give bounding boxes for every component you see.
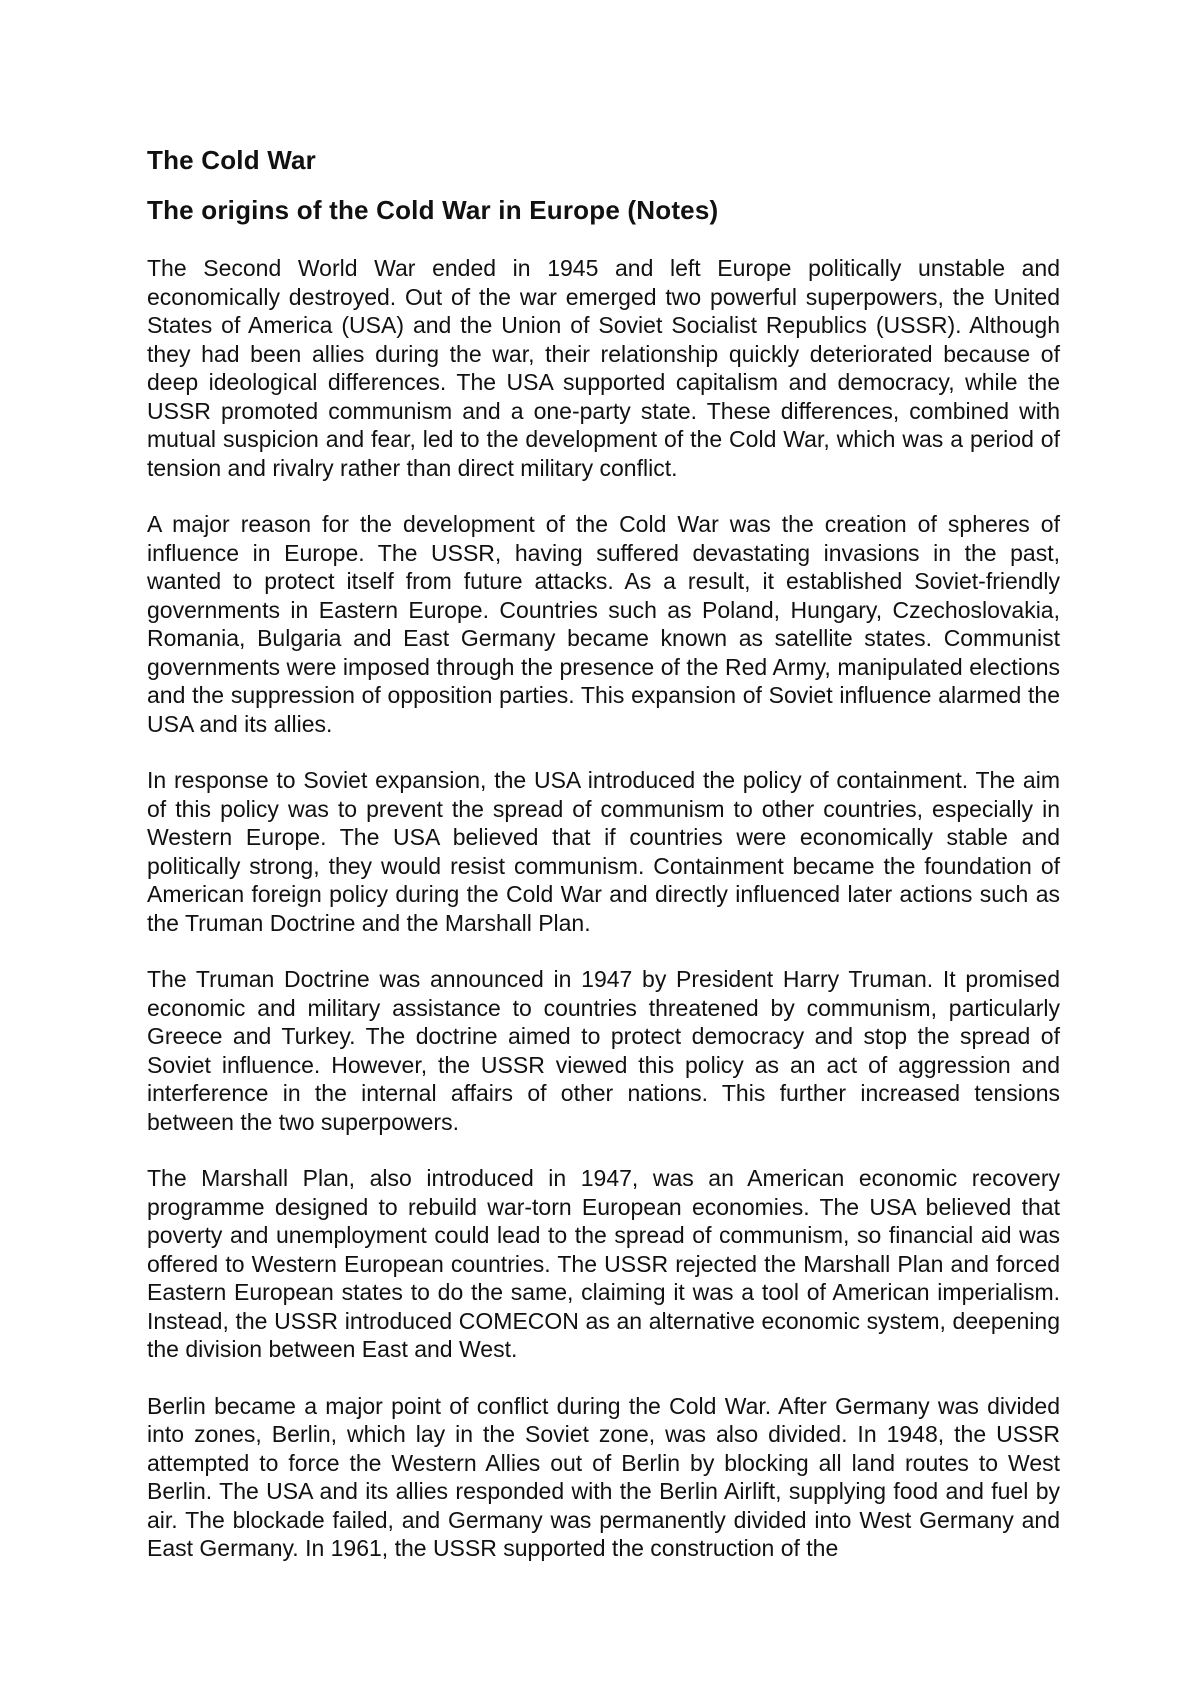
paragraph-truman-doctrine: The Truman Doctrine was announced in 1947 by President Harry Truman. It promised economic and military assistance to countries threatened by communism, particularly Greece and Turkey. The doctrine aimed to protect democracy and stop the spread of Soviet influence. However, the USSR viewed this policy as an act of aggression and interference in the internal affairs of other nations. This further increased tensions between the two superpowers. (147, 966, 1060, 1135)
paragraph-berlin: Berlin became a major point of conflict during the Cold War. After Germany was divided into zones, Berlin, which lay in the Soviet zone, was also divided. In 1948, the USSR attempted to force the Western Allies out of Berlin by blocking all land routes to West Berlin. The USA and its allies responded with the Berlin Airlift, supplying food and fuel by air. The blockade failed, and Germany was permanently divided into West Germany and East Germany. In 1961, the USSR supported the construction of the (147, 1392, 1060, 1561)
document-title: The Cold War (147, 145, 316, 175)
paragraph-ww2-aftermath: The Second World War ended in 1945 and left Europe politically unstable and economically destroyed. Out of the war emerged two powerful superpowers, the United States of America (USA) and the Union of Soviet Socialist Republics (USSR). Although they had been allies during the war, their relationship quickly deteriorated because of deep ideological differences. The USA supported capitalism and democracy, while the USSR promoted communism and a one-party state. These differences, combined with mutual suspicion and fear, led to the development of the Cold War, which was a period of tension and rivalry rather than direct military conflict. (147, 255, 1060, 481)
paragraph-spheres-of-influence: A major reason for the development of the Cold War was the creation of spheres of influence in Europe. The USSR, having suffered devastating invasions in the past, wanted to protect itself from future attacks. As a result, it established Soviet-friendly governments in Eastern Europe. Countries such as Poland, Hungary, Czechoslovakia, Romania, Bulgaria and East Germany became known as satellite states. Communist governments were imposed through the presence of the Red Army, manipulated elections and the suppression of opposition parties. This expansion of Soviet influence alarmed the USA and its allies. (147, 511, 1060, 737)
paragraph-containment: In response to Soviet expansion, the USA introduced the policy of containment. The aim of this policy was to prevent the spread of communism to other countries, especially in Western Europe. The USA believed that if countries were economically stable and politically strong, they would resist communism. Containment became the foundation of American foreign policy during the Cold War and directly influenced later actions such as the Truman Doctrine and the Marshall Plan. (147, 767, 1060, 936)
paragraph-marshall-plan: The Marshall Plan, also introduced in 1947, was an American economic recovery programme designed to rebuild war-torn European economies. The USA believed that poverty and unemployment could lead to the spread of communism, so financial aid was offered to Western European countries. The USSR rejected the Marshall Plan and forced Eastern European states to do the same, claiming it was a tool of American imperialism. Instead, the USSR introduced COMECON as an alternative economic system, deepening the division between East and West. (147, 1165, 1060, 1362)
document-page (147, 144, 1060, 1591)
document-body (147, 254, 1060, 1563)
document-subtitle: The origins of the Cold War in Europe (Notes) (147, 195, 719, 225)
